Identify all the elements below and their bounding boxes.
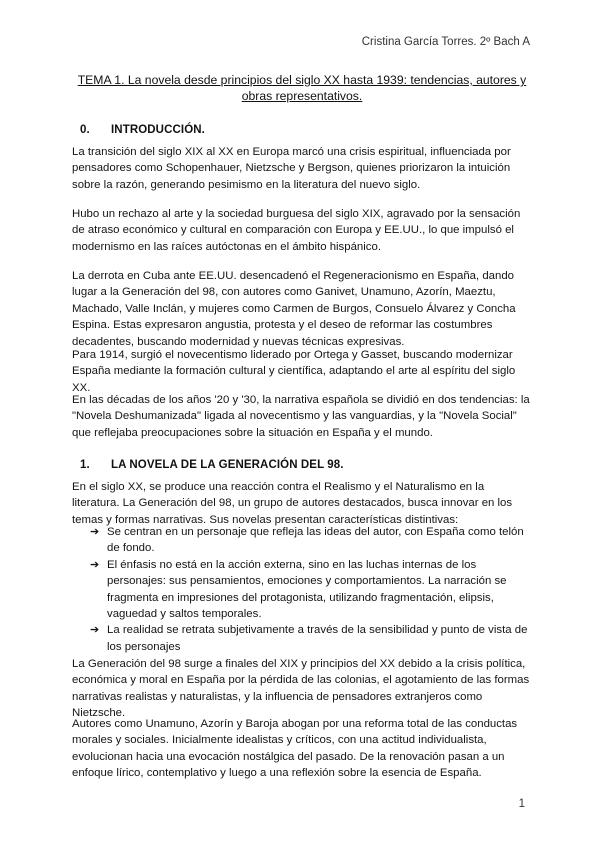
section-heading-generacion-98 [80, 459, 344, 471]
arrow-right-icon: ➔ [90, 526, 100, 538]
paragraph: En las décadas de los años '20 y '30, la narrativa española se dividió en dos tendencias: la "Novela Deshumanizada" ligada al novecentismo y las vanguardias, y la "Novela Social" que reflejaba preocupaciones sobre la situación en España y el mundo. [72, 394, 530, 439]
section-heading-introduccion [80, 124, 205, 136]
list-item [90, 557, 532, 623]
paragraph: La derrota en Cuba ante EE.UU. desencadenó el Regeneracionismo en España, dando lugar a la Generación del 98, con autores como Ganivet, Unamuno, Azorín, Maeztu, Machado, Valle Inclán, y mujeres como Carmen de Burgos, Consuelo Álvarez y Concha Espina. Estas expresaron angustia, protesta y el deseo de reformar las costumbres decadentes, buscando modernidad y nuevas técnicas expresivas. [72, 270, 516, 348]
paragraph: En el siglo XX, se produce una reacción contra el Realismo y el Naturalismo en la literatura. La Generación del 98, un grupo de autores destacados, busca innovar en los temas y formas narrativas. Sus novelas presentan características distintivas: [72, 481, 513, 526]
list-item [90, 524, 532, 557]
paragraph: Para 1914, surgió el novecentismo liderado por Ortega y Gasset, buscando modernizar España mediante la formación cultural y científica, adaptando el arte al espíritu del siglo XX. [72, 349, 516, 394]
paragraph: Hubo un rechazo al arte y la sociedad burguesa del siglo XIX, agravado por la sensación de atraso económico y cultural en comparación con Europa y EE.UU., lo que impulsó el modernismo en las raíces autóctonas en el ámbito hispánico. [72, 208, 521, 253]
page-header-author: Cristina García Torres. 2º Bach A [361, 36, 530, 48]
paragraph: La Generación del 98 surge a finales del XIX y principios del XX debido a la crisis política, económica y moral en España por la pérdida de las colonias, el agotamiento de las formas narrativas realistas y naturalistas, y la influencia de pensadores extranjeros como Nietzsche. [72, 658, 530, 720]
paragraph: Autores como Unamuno, Azorín y Baroja abogan por una reforma total de las conductas morales y sociales. Inicialmente idealistas y críticos, con una actitud individualista, evolucionan hacia una evocación nostálgica del pasado. De la renovación pasan a un enfoque lírico, contemplativo y luego a una reflexión sobre la esencia de España. [72, 718, 518, 780]
section-number: 1. [80, 459, 90, 471]
section-title: LA NOVELA DE LA GENERACIÓN DEL 98. [111, 459, 344, 471]
list-item-text: Se centran en un personaje que refleja las ideas del autor, con España como telón de fondo. [107, 526, 524, 555]
list-item-text: La realidad se retrata subjetivamente a través de la sensibilidad y punto de vista de los personajes [107, 624, 528, 653]
document-title: TEMA 1. La novela desde principios del siglo XX hasta 1939: tendencias, autores y obras representativos. [77, 73, 527, 103]
list-item-text: El énfasis no está en la acción externa, sino en las luchas internas de los personajes: sus pensamientos, emociones y comportamientos. La narración se fragmenta en impresiones del protagonista, utilizando fragmentación, elipsis, vaguedad y saltos temporales. [107, 558, 507, 621]
section-number: 0. [80, 124, 90, 136]
paragraph: La transición del siglo XIX al XX en Europa marcó una crisis espiritual, influenciada por pensadores como Schopenhauer, Nietzsche y Bergson, quienes priorizaron la intuición sobre la razón, generando pesimismo en la literatura del nuevo siglo. [72, 146, 511, 191]
arrow-right-icon: ➔ [90, 558, 100, 571]
characteristics-list [90, 524, 532, 655]
section-title: INTRODUCCIÓN. [111, 124, 205, 136]
list-item [90, 622, 532, 655]
page-number: 1 [518, 798, 525, 810]
arrow-right-icon: ➔ [90, 624, 100, 637]
